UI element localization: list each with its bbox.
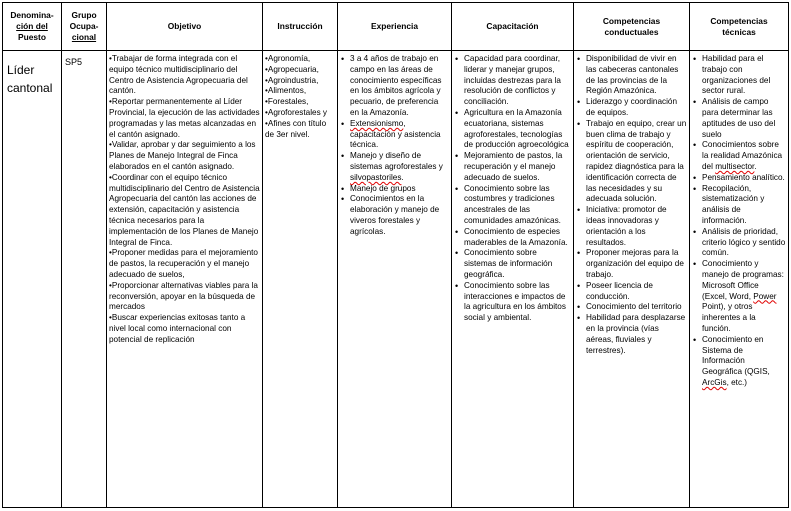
instruccion-item: •Afines con título de 3er nivel. [265,118,327,139]
objetivo-item: •Buscar experiencias exitosas tanto a nivel local como internacional con potencial de replicación [109,313,246,344]
objetivo-item: •Proponer medidas para el mejoramiento de pastos, la recuperación y el manejo adecuado de suelos, [109,248,258,279]
spellcheck-word: silvopastoriles [350,172,402,182]
cell-puesto: Líder cantonal [3,51,62,508]
capacitacion-item: • Capacidad para coordinar, liderar y manejar grupos, incluidas destrezas para la resolución de conflictos y conciliación. [464,54,571,108]
spellcheck-word: multisector [715,161,755,171]
tecnica-item: • Recopilación, sistematización y análisis de información. [702,184,786,227]
header-conductuales: Competencias conductuales [574,3,690,51]
cell-conductuales [574,51,690,508]
conductual-item: • Conocimiento del territorio [586,302,687,313]
document-page [2,2,788,508]
conductual-item: • Trabajo en equipo, crear un buen clima de trabajo y espíritu de cooperación, orientación de servicio, rapidez diagnóstica para la identificación correcta de las necesidades y su adecuada solución. [586,119,687,205]
experiencia-item: • Extensionismo, capacitación y asistencia técnica. [350,119,449,151]
spellcheck-word: Extensionismo [350,118,404,128]
cell-instruccion [263,51,338,508]
instruccion-item: •Agropecuaria, [265,64,319,74]
instruccion-item: •Alimentos, [265,86,307,96]
spellcheck-word: ArcGis [702,377,727,387]
capacitacion-item: • Conocimiento sobre sistemas de información geográfica. [464,248,571,280]
header-objetivo: Objetivo [107,3,263,51]
capacitacion-item: • Agricultura en la Amazonía ecuatoriana, sistemas agroforestales, tecnologías de producción agroecológica [464,108,571,151]
experiencia-item: • Conocimientos en la elaboración y manejo de viveros forestales y agrícolas. [350,194,449,237]
tecnica-item: • Habilidad para el trabajo con organizaciones del sector rural. [702,54,786,97]
cell-tecnicas [690,51,789,508]
cell-experiencia [338,51,452,508]
job-profile-table [2,2,789,508]
objetivo-item: •Trabajar de forma integrada con el equipo técnico multidisciplinario del Centro de Asistencia Agropecuaria del cantón. [109,54,248,96]
header-row [3,3,789,51]
objetivo-item: •Reportar permanentemente al Líder Provincial, la ejecución de las actividades programadas y las metas alcanzadas en el cantón asignado. [109,97,260,139]
conductual-item: • Disponibilidad de vivir en las cabeceras cantonales de las provincias de la Región Amazónica. [586,54,687,97]
conductual-item: • Liderazgo y coordinación de equipos. [586,97,687,119]
header-tecnicas: Competencias técnicas [690,3,789,51]
tecnica-item: • Conocimiento y manejo de programas: Microsoft Office (Excel, Word, Power Point), y otros inherentes a la función. [702,259,786,335]
table-row [3,51,789,508]
conductual-item: • Proponer mejoras para la organización del equipo de trabajo. [586,248,687,280]
capacitacion-item: • Conocimiento sobre las costumbres y tradiciones ancestrales de las comunidades amazónicas. [464,184,571,227]
cell-capacitacion [452,51,574,508]
header-capacitacion: Capacitación [452,3,574,51]
instruccion-item: •Forestales, [265,97,309,107]
cell-grupo: SP5 [62,51,107,508]
experiencia-item: • Manejo de grupos [350,184,449,195]
experiencia-item: • Manejo y diseño de sistemas agroforestales y silvopastoriles. [350,151,449,183]
tecnica-item: • Conocimientos sobre la realidad Amazónica del multisector. [702,140,786,172]
tecnica-item: • Conocimiento en Sistema de Información Geográfica (QGIS, ArcGis, etc.) [702,335,786,389]
instruccion-item: •Agroindustria, [265,75,319,85]
header-instruccion: Instrucción [263,3,338,51]
header-experiencia: Experiencia [338,3,452,51]
cell-objetivo [107,51,263,508]
tecnica-item: • Análisis de campo para determinar las aptitudes de uso del suelo [702,97,786,140]
header-denominacion: Denomina- ción del Puesto [3,3,62,51]
objetivo-item: •Validar, aprobar y dar seguimiento a los Planes de Manejo Integral de Finca elaborados en el cantón asignado. [109,140,256,171]
instruccion-item: •Agroforestales y [265,107,328,117]
objetivo-item: •Coordinar con el equipo técnico multidisciplinario del Centro de Asistencia Agropecuaria del cantón las acciones de extensión, capacitación y asistencia técnica necesarios para la implementación de los Planes de Manejo Integral de Finca. [109,172,260,247]
tecnica-item: • Análisis de prioridad, criterio lógico y sentido común. [702,227,786,259]
objetivo-item: •Proporcionar alternativas viables para la reconversión, apoyar en la búsqueda de mercados [109,280,258,312]
tecnica-item: • Pensamiento analítico. [702,173,786,184]
capacitacion-item: • Mejoramiento de pastos, la recuperación y el manejo adecuado de suelos. [464,151,571,183]
conductual-item: • Poseer licencia de conducción. [586,281,687,303]
capacitacion-item: • Conocimiento de especies maderables de la Amazonía. [464,227,571,249]
experiencia-item: • 3 a 4 años de trabajo en campo en las áreas de conocimiento específicas en los ámbitos agrícola y pecuario, de preferencia en la Amazonía. [350,54,449,119]
spellcheck-word: Power [753,291,777,301]
conductual-item: • Iniciativa: promotor de ideas innovadoras y orientación a los resultados. [586,205,687,248]
instruccion-item: •Agronomía, [265,54,311,63]
header-grupo: Grupo Ocupa- cional [62,3,107,51]
conductual-item: • Habilidad para desplazarse en la provincia (vías aéreas, fluviales y terrestres). [586,313,687,356]
capacitacion-item: • Conocimiento sobre las interacciones e impactos de la agricultura en los ámbitos social y ambiental. [464,281,571,324]
